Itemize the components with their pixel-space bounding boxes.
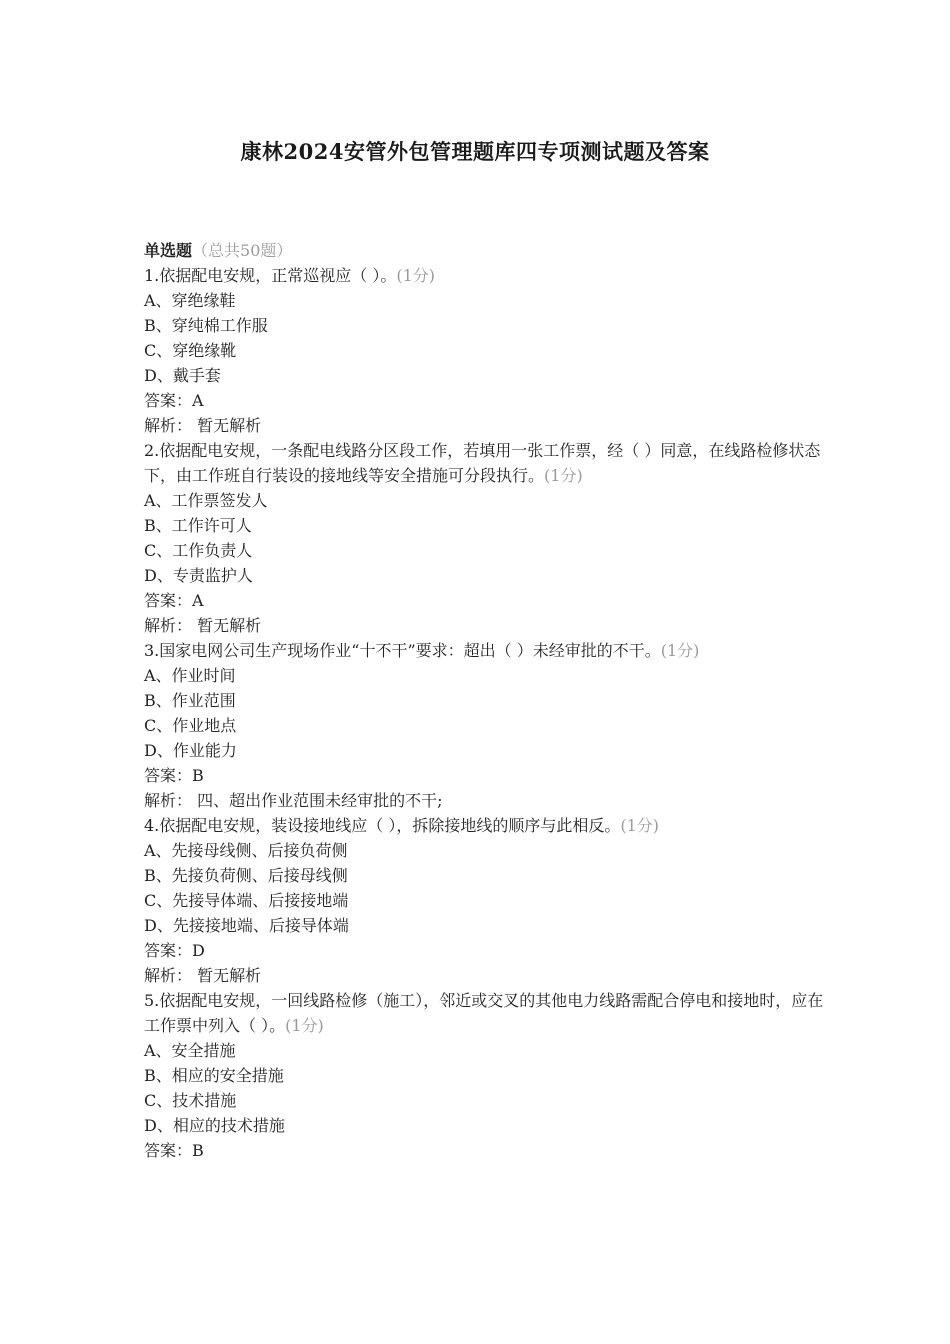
answer: 答案：A — [144, 591, 204, 610]
option-c: C、先接导体端、后接接地端 — [144, 891, 349, 910]
option-c: C、穿绝缘靴 — [144, 341, 237, 360]
section-count: （总共50题） — [192, 241, 293, 260]
option-c: C、作业地点 — [144, 716, 237, 735]
question-stem — [144, 638, 824, 663]
question-text: 3.国家电网公司生产现场作业“十不干”要求：超出（ ）未经审批的不干。 — [144, 641, 661, 660]
question-score: (1分) — [620, 816, 660, 835]
question-1 — [144, 263, 824, 438]
answer: 答案：B — [144, 766, 204, 785]
section-label: 单选题 — [144, 241, 193, 260]
option-a: A、作业时间 — [144, 666, 236, 685]
option-a: A、安全措施 — [144, 1041, 236, 1060]
page-title: 康林2024安管外包管理题库四专项测试题及答案 — [240, 139, 710, 164]
question-2 — [144, 438, 824, 638]
option-d: D、作业能力 — [144, 741, 237, 760]
question-text: 5.依据配电安规，一回线路检修（施工），邻近或交叉的其他电力线路需配合停电和接地时，应在工作票中列入（ ）。 — [144, 991, 824, 1035]
option-d: D、相应的技术措施 — [144, 1116, 285, 1135]
option-b: B、相应的安全措施 — [144, 1066, 284, 1085]
answer: 答案：B — [144, 1141, 204, 1160]
answer: 答案：D — [144, 941, 205, 960]
option-a: A、工作票签发人 — [144, 491, 268, 510]
option-b: B、工作许可人 — [144, 516, 252, 535]
option-d: D、戴手套 — [144, 366, 221, 385]
question-score: (1分) — [544, 466, 583, 485]
option-c: C、工作负责人 — [144, 541, 253, 560]
option-a: A、穿绝缘鞋 — [144, 291, 236, 310]
option-d: D、先接接地端、后接导体端 — [144, 916, 349, 935]
option-b: B、穿纯棉工作服 — [144, 316, 268, 335]
question-stem — [144, 263, 824, 288]
question-text: 4.依据配电安规，装设接地线应（ ），拆除接地线的顺序与此相反。 — [144, 816, 621, 835]
option-c: C、技术措施 — [144, 1091, 237, 1110]
analysis: 解析： 暂无解析 — [144, 966, 262, 985]
question-stem — [144, 813, 824, 838]
question-4 — [144, 813, 824, 988]
analysis: 解析： 暂无解析 — [144, 616, 262, 635]
question-score: (1分) — [396, 266, 436, 285]
question-stem — [144, 988, 824, 1038]
answer: 答案：A — [144, 391, 204, 410]
question-5 — [144, 988, 824, 1163]
question-text: 1.依据配电安规，正常巡视应（ ）。 — [144, 266, 397, 285]
question-score: (1分) — [285, 1016, 324, 1035]
option-b: B、先接负荷侧、后接母线侧 — [144, 866, 348, 885]
option-a: A、先接母线侧、后接负荷侧 — [144, 841, 348, 860]
question-score: (1分) — [660, 641, 700, 660]
question-text: 2.依据配电安规，一条配电线路分区段工作，若填用一张工作票，经（ ）同意，在线路检修状态下，由工作班自行装设的接地线等安全措施可分段执行。 — [144, 441, 821, 485]
question-3 — [144, 638, 824, 813]
analysis: 解析： 四、超出作业范围未经审批的不干; — [144, 791, 443, 810]
question-list — [144, 238, 824, 1163]
option-b: B、作业范围 — [144, 691, 236, 710]
section-header — [144, 238, 824, 263]
analysis: 解析： 暂无解析 — [144, 416, 262, 435]
option-d: D、专责监护人 — [144, 566, 253, 585]
question-stem — [144, 438, 824, 488]
